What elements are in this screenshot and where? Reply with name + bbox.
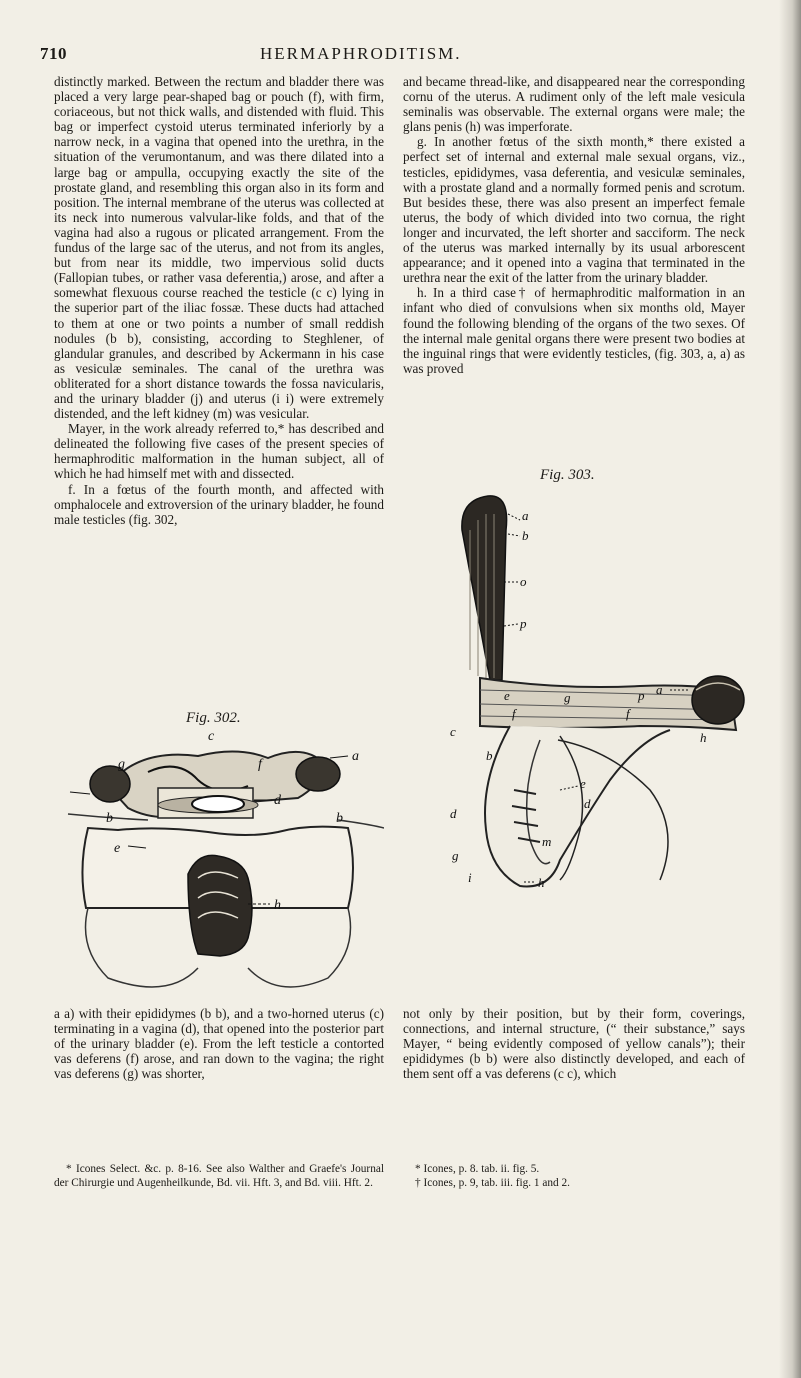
right-column-top-text	[403, 74, 745, 376]
figure-302-caption: Fig. 302.	[186, 710, 241, 726]
paragraph: Mayer, in the work already referred to,* has described and delineated the following five cases of the present species of hermaphroditic malformation in the human subject, all of which he had himself met with and dissected.	[54, 421, 384, 482]
figure-303-illustration	[440, 490, 760, 890]
figure-label: e	[114, 841, 121, 856]
footnote: * Icones, p. 8. tab. ii. fig. 5.	[415, 1163, 540, 1175]
figure-label: c	[450, 724, 456, 739]
right-footnotes	[403, 1163, 745, 1190]
paragraph: distinctly marked. Between the rectum and bladder there was placed a very large pear-shaped bag or pouch (f), with firm, coriaceous, but not thick walls, and distended with fluid. This bag or imperfect cystoid uterus terminated inferiorly by a narrow neck, in a vagina that opened into the urethra, in the situation of the verumontanum, and was there dilated into a large bag or ampulla, occupying exactly the site of the prostate gland, and resembling this organ also in its form and position. The internal membrane of the uterus was collected at its neck into numerous valvular-like folds, and that of the vagina had also a rugous or plicated arrangement. From the fundus of the large sac of the uterus, and not from its angles, but from near its middle, two impervious solid ducts (Fallopian tubes, or rather vasa deferentia,) arose, and after a somewhat flexuous course reached the testicle (c c) lying in the superior part of the iliac fossæ. These ducts had attached to them at one or two points a number of small reddish nodules (b b), consisting, according to Steghlener, of glandular granules, and described by Ackermann in his case as vesiculæ seminales. The canal of the urethra was obliterated for a short distance towards the fossa navicularis, and the urinary bladder (j) and uterus (i i) were extremely distended, and the left kidney (m) was vesicular.	[54, 74, 384, 422]
figure-label: a	[352, 749, 359, 764]
figure-label: h	[274, 898, 281, 913]
figure-label: e	[504, 688, 510, 703]
figure-label: i	[468, 870, 472, 885]
figure-label: d	[584, 796, 591, 811]
left-footnote: * Icones Select. &c. p. 8-16. See also Walther and Graefe's Journal der Chirurgie und Augenheilkunde, Bd. vii. Hft. 3, and Bd. viii. Hft. 2.	[54, 1163, 384, 1189]
paragraph: not only by their position, but by their form, coverings, connections, and internal structure, (“ their substance,” says Mayer, “ being evidently composed of yellow canals”); their epididymes (b b) were also distinctly developed, and each of them sent off a vas deferens (c c), which	[403, 1006, 745, 1082]
figure-label: g	[452, 848, 459, 863]
right-column-bottom-text	[403, 1006, 745, 1081]
page-edge-shadow	[779, 0, 801, 1378]
left-column-bottom-text	[54, 1006, 384, 1081]
figure-label: g	[564, 690, 571, 705]
figure-label: e	[580, 776, 586, 791]
footnote: † Icones, p. 9, tab. iii. fig. 1 and 2.	[415, 1176, 570, 1189]
figure-label: b	[336, 811, 343, 826]
paragraph: g. In another fœtus of the sixth month,* there existed a perfect set of internal and external male sexual organs, viz., testicles, epididymes, vasa deferentia, and vesiculæ seminales, with a prostate gland and a normally formed penis and scrotum. But besides these, there was also present an imperfect female uterus, the body of which divided into two cornua, the right longer and incurvated, the left shorter and sacciform. The neck of the uterus was marked internally by its usual arborescent appearance; and it opened into a vagina that terminated in the urethra near the exit of the latter from the urinary bladder.	[403, 134, 745, 286]
figure-302-illustration	[48, 728, 384, 1000]
figure-label: b	[522, 528, 529, 543]
figure-label: h	[538, 875, 545, 890]
figure-label: g	[118, 757, 125, 772]
paragraph: a a) with their epididymes (b b), and a two-horned uterus (c) terminating in a vagina (d), that opened into the posterior part of the urinary bladder (e). From the left testicle a contorted vas deferens (f) arose, and ran down to the vagina; the right vas deferens (g) was shorter,	[54, 1006, 384, 1082]
figure-label: o	[520, 574, 527, 589]
figure-303-caption: Fig. 303.	[540, 467, 595, 483]
figure-label: p	[638, 688, 645, 703]
figure-label: b	[486, 748, 493, 763]
page-header	[40, 44, 760, 72]
figure-label: d	[274, 793, 281, 808]
figure-label: h	[700, 730, 707, 745]
paragraph: h. In a third case† of hermaphroditic malformation in an infant who died of convulsions when six months old, Mayer found the following blending of the organs of the two sexes. Of the internal male genital organs there were present two bodies at the inguinal rings that were evidently testicles, (fig. 303, a, a) as was proved	[403, 285, 745, 376]
page-number: 710	[40, 44, 67, 63]
figure-label: d	[450, 806, 457, 821]
running-head: HERMAPHRODITISM.	[260, 44, 462, 63]
figure-label: f	[258, 757, 262, 772]
figure-label: a	[656, 682, 663, 697]
figure-label: f	[626, 706, 630, 721]
paragraph: and became thread-like, and disappeared near the corresponding cornu of the uterus. A rudiment only of the left male vesicula seminalis was observable. The external organs were male; the glans penis (h) was imperforate.	[403, 74, 745, 135]
figure-label: a	[522, 508, 529, 523]
figure-label: b	[106, 811, 113, 826]
figure-label: c	[208, 729, 215, 744]
left-column-top-text	[54, 74, 384, 527]
figure-label: m	[542, 834, 552, 849]
figure-label: p	[520, 616, 527, 631]
paragraph: f. In a fœtus of the fourth month, and affected with omphalocele and extroversion of the urinary bladder, he found male testicles (fig. 302,	[54, 481, 384, 527]
figure-label: f	[512, 706, 516, 721]
